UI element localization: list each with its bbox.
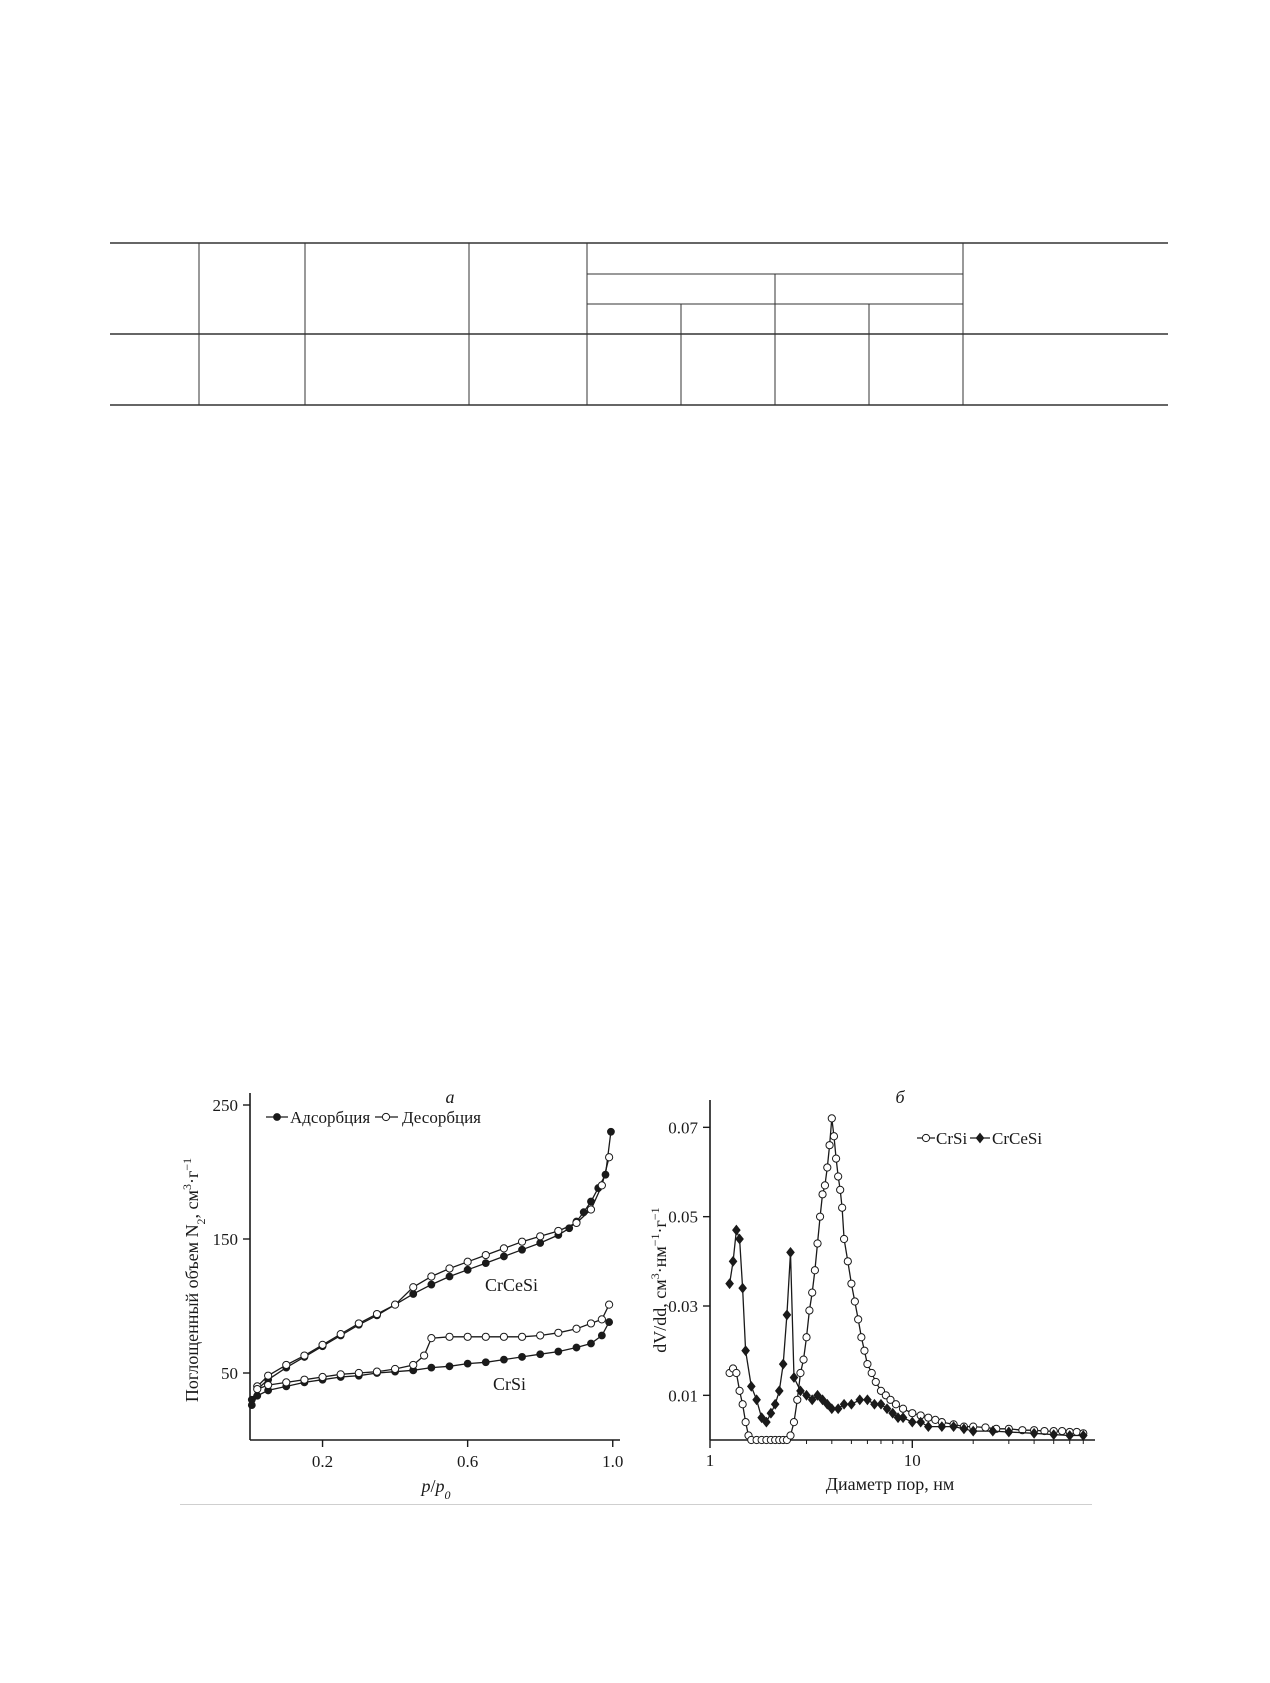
y-axis-label-part: dV/dd, см — [650, 1279, 670, 1353]
series-CrSi-point — [839, 1204, 846, 1211]
series-CrSi-adsorption-point — [482, 1359, 489, 1366]
series-CrSi-adsorption-point — [606, 1319, 613, 1326]
table-grid — [0, 0, 1270, 420]
y-axis-label-part: ·г — [650, 1220, 670, 1234]
series-CrSi-point — [837, 1186, 844, 1193]
series-CrCeSi-point — [729, 1257, 736, 1266]
series-CrSi-desorption-point — [301, 1376, 308, 1383]
series-CrCeSi-point — [779, 1359, 786, 1368]
series-CrSi-point — [925, 1414, 932, 1421]
y-tick-label: 0.05 — [668, 1207, 698, 1227]
x-tick-label: 0.2 — [311, 1452, 334, 1471]
series-CrSi-point — [892, 1401, 899, 1408]
series-CrSi-adsorption-point — [254, 1392, 261, 1399]
series-CrSi-point — [809, 1289, 816, 1296]
series-CrSi-desorption-point — [319, 1373, 326, 1380]
series-CrSi-point — [821, 1182, 828, 1189]
series-CrSi-desorption-line — [257, 1305, 609, 1389]
series-CrCeSi-adsorption-point — [464, 1266, 471, 1273]
series-CrCeSi-point — [776, 1386, 783, 1395]
series-CrSi-desorption-point — [482, 1333, 489, 1340]
series-CrCeSi-adsorption-point — [446, 1273, 453, 1280]
series-CrSi-adsorption-point — [464, 1360, 471, 1367]
series-CrSi-desorption-point — [573, 1325, 580, 1332]
series-CrCeSi-desorption-point — [446, 1265, 453, 1272]
y-axis-label-part: 2 — [194, 1218, 208, 1225]
legend-marker — [274, 1114, 281, 1121]
series-CrSi-point — [736, 1387, 743, 1394]
series-CrCeSi-adsorption-point — [519, 1246, 526, 1253]
series-CrSi-point — [844, 1258, 851, 1265]
series-CrCeSi-point — [856, 1395, 863, 1404]
series-CrCeSi-desorption-point — [573, 1219, 580, 1226]
series-CrSi-desorption-point — [606, 1301, 613, 1308]
series-CrSi-point — [858, 1334, 865, 1341]
series-CrCeSi-adsorption-point — [428, 1281, 435, 1288]
series-CrSi-desorption-point — [598, 1316, 605, 1323]
series-CrSi-desorption-point — [337, 1371, 344, 1378]
panel-label: б — [895, 1087, 905, 1107]
series-CrSi-desorption-point — [421, 1352, 428, 1359]
series-CrSi-point — [851, 1298, 858, 1305]
series-CrCeSi-desorption-point — [373, 1310, 380, 1317]
series-CrSi-point — [1058, 1427, 1065, 1434]
annotation-label: CrCeSi — [485, 1275, 539, 1295]
series-CrSi-adsorption-point — [428, 1364, 435, 1371]
series-CrSi-adsorption-point — [537, 1351, 544, 1358]
series-CrCeSi-point — [736, 1234, 743, 1243]
series-CrCeSi-point — [726, 1279, 733, 1288]
series-CrSi-desorption-point — [587, 1320, 594, 1327]
series-CrSi-point — [872, 1378, 879, 1385]
y-axis-label — [180, 1158, 208, 1402]
legend-label: Десорбция — [402, 1108, 481, 1127]
series-CrSi-desorption-point — [518, 1333, 525, 1340]
series-CrSi-desorption-point — [355, 1369, 362, 1376]
series-CrSi-adsorption-point — [573, 1344, 580, 1351]
series-CrCeSi-desorption-point — [319, 1341, 326, 1348]
series-CrCeSi-point — [864, 1395, 871, 1404]
series-CrCeSi-point — [742, 1346, 749, 1355]
series-CrCeSi-point — [787, 1248, 794, 1257]
series-CrSi-point — [830, 1133, 837, 1140]
series-CrSi-point — [840, 1235, 847, 1242]
series-CrSi-point — [909, 1410, 916, 1417]
x-axis-label-part: 0 — [444, 1488, 451, 1502]
series-CrSi-point — [1073, 1428, 1080, 1435]
series-CrSi-point — [742, 1419, 749, 1426]
series-CrSi-point — [794, 1396, 801, 1403]
series-CrSi-point — [861, 1347, 868, 1354]
series-CrCeSi-desorption-point — [301, 1352, 308, 1359]
series-CrCeSi-desorption-point — [428, 1273, 435, 1280]
series-CrCeSi-point — [834, 1404, 841, 1413]
series-CrCeSi-point — [848, 1400, 855, 1409]
series-CrCeSi-desorption-point — [410, 1284, 417, 1291]
series-CrSi-point — [787, 1432, 794, 1439]
series-CrCeSi-desorption-point — [337, 1331, 344, 1338]
series-CrCeSi-point — [748, 1382, 755, 1391]
y-axis-label-part: Поглощенный объем N — [182, 1224, 202, 1403]
series-CrSi-point — [832, 1155, 839, 1162]
series-CrSi-desorption-point — [410, 1361, 417, 1368]
series-CrCeSi-point — [925, 1422, 932, 1431]
series-CrCeSi-adsorption-point — [501, 1253, 508, 1260]
series-CrSi-point — [868, 1369, 875, 1376]
series-CrSi-point — [828, 1115, 835, 1122]
series-CrSi-point — [848, 1280, 855, 1287]
y-axis-label-part: , см — [182, 1190, 202, 1219]
series-CrSi-point — [864, 1360, 871, 1367]
x-axis-label-part: p — [435, 1476, 445, 1496]
chart-pore-distribution — [650, 1085, 1100, 1505]
chart-isotherm — [180, 1085, 640, 1505]
y-axis-label-part: ·г — [182, 1170, 202, 1185]
series-CrSi-adsorption-point — [501, 1356, 508, 1363]
series-CrCeSi-desorption-point — [606, 1154, 613, 1161]
series-CrCeSi-point — [917, 1418, 924, 1427]
series-CrSi-desorption-point — [537, 1332, 544, 1339]
series-CrCeSi-desorption-point — [555, 1227, 562, 1234]
series-CrCeSi-desorption-point — [265, 1372, 272, 1379]
series-CrCeSi-point — [840, 1400, 847, 1409]
series-CrSi-point — [899, 1405, 906, 1412]
y-axis-label — [648, 1207, 670, 1352]
series-CrSi-point — [826, 1142, 833, 1149]
series-CrSi-point — [982, 1424, 989, 1431]
series-CrSi-desorption-point — [265, 1381, 272, 1388]
series-CrSi-point — [800, 1356, 807, 1363]
series-CrSi-point — [824, 1164, 831, 1171]
legend-marker — [922, 1134, 929, 1141]
legend-label: CrSi — [936, 1129, 968, 1148]
series-CrCeSi-point — [733, 1225, 740, 1234]
y-tick-label: 50 — [221, 1364, 238, 1383]
series-CrSi-point — [816, 1213, 823, 1220]
legend-marker — [976, 1133, 983, 1142]
series-CrCeSi-adsorption-point — [410, 1291, 417, 1298]
series-CrSi-point — [819, 1191, 826, 1198]
legend-label: CrCeSi — [992, 1129, 1043, 1148]
series-CrCeSi-desorption-point — [537, 1233, 544, 1240]
legend-label: Адсорбция — [290, 1108, 371, 1127]
series-CrCeSi-desorption-point — [283, 1361, 290, 1368]
series-CrCeSi-point — [783, 1310, 790, 1319]
series-CrSi-desorption-point — [391, 1365, 398, 1372]
series-CrCeSi-desorption-point — [464, 1258, 471, 1265]
series-CrSi-adsorption-point — [598, 1332, 605, 1339]
y-axis-label-part: 3 — [648, 1273, 662, 1280]
x-tick-label: 0.6 — [457, 1452, 479, 1471]
series-CrCeSi-line — [730, 1230, 1084, 1435]
y-axis-label-part: −1 — [648, 1233, 662, 1247]
y-tick-label: 0.03 — [668, 1297, 698, 1316]
series-CrSi-desorption-point — [555, 1329, 562, 1336]
series-CrCeSi-desorption-point — [587, 1206, 594, 1213]
x-axis-label — [419, 1476, 450, 1502]
series-CrSi-desorption-point — [428, 1335, 435, 1342]
x-axis-label-part: / — [430, 1476, 436, 1496]
series-CrSi-adsorption-point — [588, 1340, 595, 1347]
series-CrSi-point — [803, 1334, 810, 1341]
legend-marker — [382, 1113, 389, 1120]
annotation-label: CrSi — [493, 1374, 527, 1394]
series-CrSi-adsorption-point — [555, 1348, 562, 1355]
series-CrCeSi-point — [767, 1409, 774, 1418]
series-CrCeSi-point — [772, 1400, 779, 1409]
series-CrCeSi-desorption-point — [355, 1320, 362, 1327]
series-CrCeSi-desorption-point — [500, 1245, 507, 1252]
x-tick-label: 10 — [903, 1451, 921, 1470]
series-CrSi-point — [811, 1267, 818, 1274]
series-CrSi-desorption-point — [446, 1333, 453, 1340]
series-CrSi-adsorption-point — [248, 1402, 255, 1409]
series-CrCeSi-adsorption-point — [537, 1240, 544, 1247]
series-CrCeSi-desorption-point — [598, 1182, 605, 1189]
series-CrSi-point — [806, 1307, 813, 1314]
series-CrSi-desorption-point — [500, 1333, 507, 1340]
x-axis-label: Диаметр пор, нм — [825, 1474, 955, 1494]
y-axis-label-part: 3 — [180, 1184, 194, 1191]
figure-bottom-rule — [180, 1504, 1092, 1505]
series-CrCeSi-point — [909, 1418, 916, 1427]
series-CrSi-adsorption-point — [519, 1354, 526, 1361]
y-axis-label-part: −1 — [648, 1207, 662, 1221]
series-CrCeSi-point — [790, 1373, 797, 1382]
series-CrCeSi-point — [739, 1284, 746, 1293]
series-CrSi-desorption-point — [464, 1333, 471, 1340]
series-CrSi-point — [733, 1369, 740, 1376]
series-CrSi-point — [797, 1369, 804, 1376]
series-CrSi-point — [835, 1173, 842, 1180]
series-CrSi-desorption-point — [283, 1379, 290, 1386]
series-CrCeSi-adsorption-point — [482, 1260, 489, 1267]
series-CrSi-desorption-point — [254, 1385, 261, 1392]
y-axis-label-part: −1 — [180, 1157, 194, 1171]
series-CrCeSi-desorption-point — [518, 1238, 525, 1245]
series-CrCeSi-point — [877, 1400, 884, 1409]
x-axis-label-part: p — [421, 1476, 431, 1496]
panel-label: а — [445, 1087, 455, 1107]
series-CrSi-desorption-point — [373, 1368, 380, 1375]
y-tick-label: 250 — [212, 1096, 238, 1115]
y-tick-label: 0.01 — [668, 1386, 698, 1406]
series-CrCeSi-desorption-point — [391, 1301, 398, 1308]
series-CrSi-point — [855, 1316, 862, 1323]
series-CrCeSi-point — [899, 1413, 906, 1422]
series-CrSi-point — [739, 1401, 746, 1408]
series-CrCeSi-point — [753, 1395, 760, 1404]
y-tick-label: 150 — [212, 1230, 238, 1249]
x-tick-label: 1.0 — [602, 1452, 624, 1471]
series-CrSi-point — [790, 1419, 797, 1426]
series-CrSi-adsorption-point — [446, 1363, 453, 1370]
series-CrSi-point — [814, 1240, 821, 1247]
y-axis-label-part: ·нм — [650, 1246, 670, 1274]
series-CrCeSi-desorption-point — [482, 1251, 489, 1258]
series-CrCeSi-adsorption-point — [608, 1128, 615, 1135]
x-tick-label: 1 — [705, 1451, 715, 1470]
y-tick-label: 0.07 — [668, 1118, 698, 1138]
